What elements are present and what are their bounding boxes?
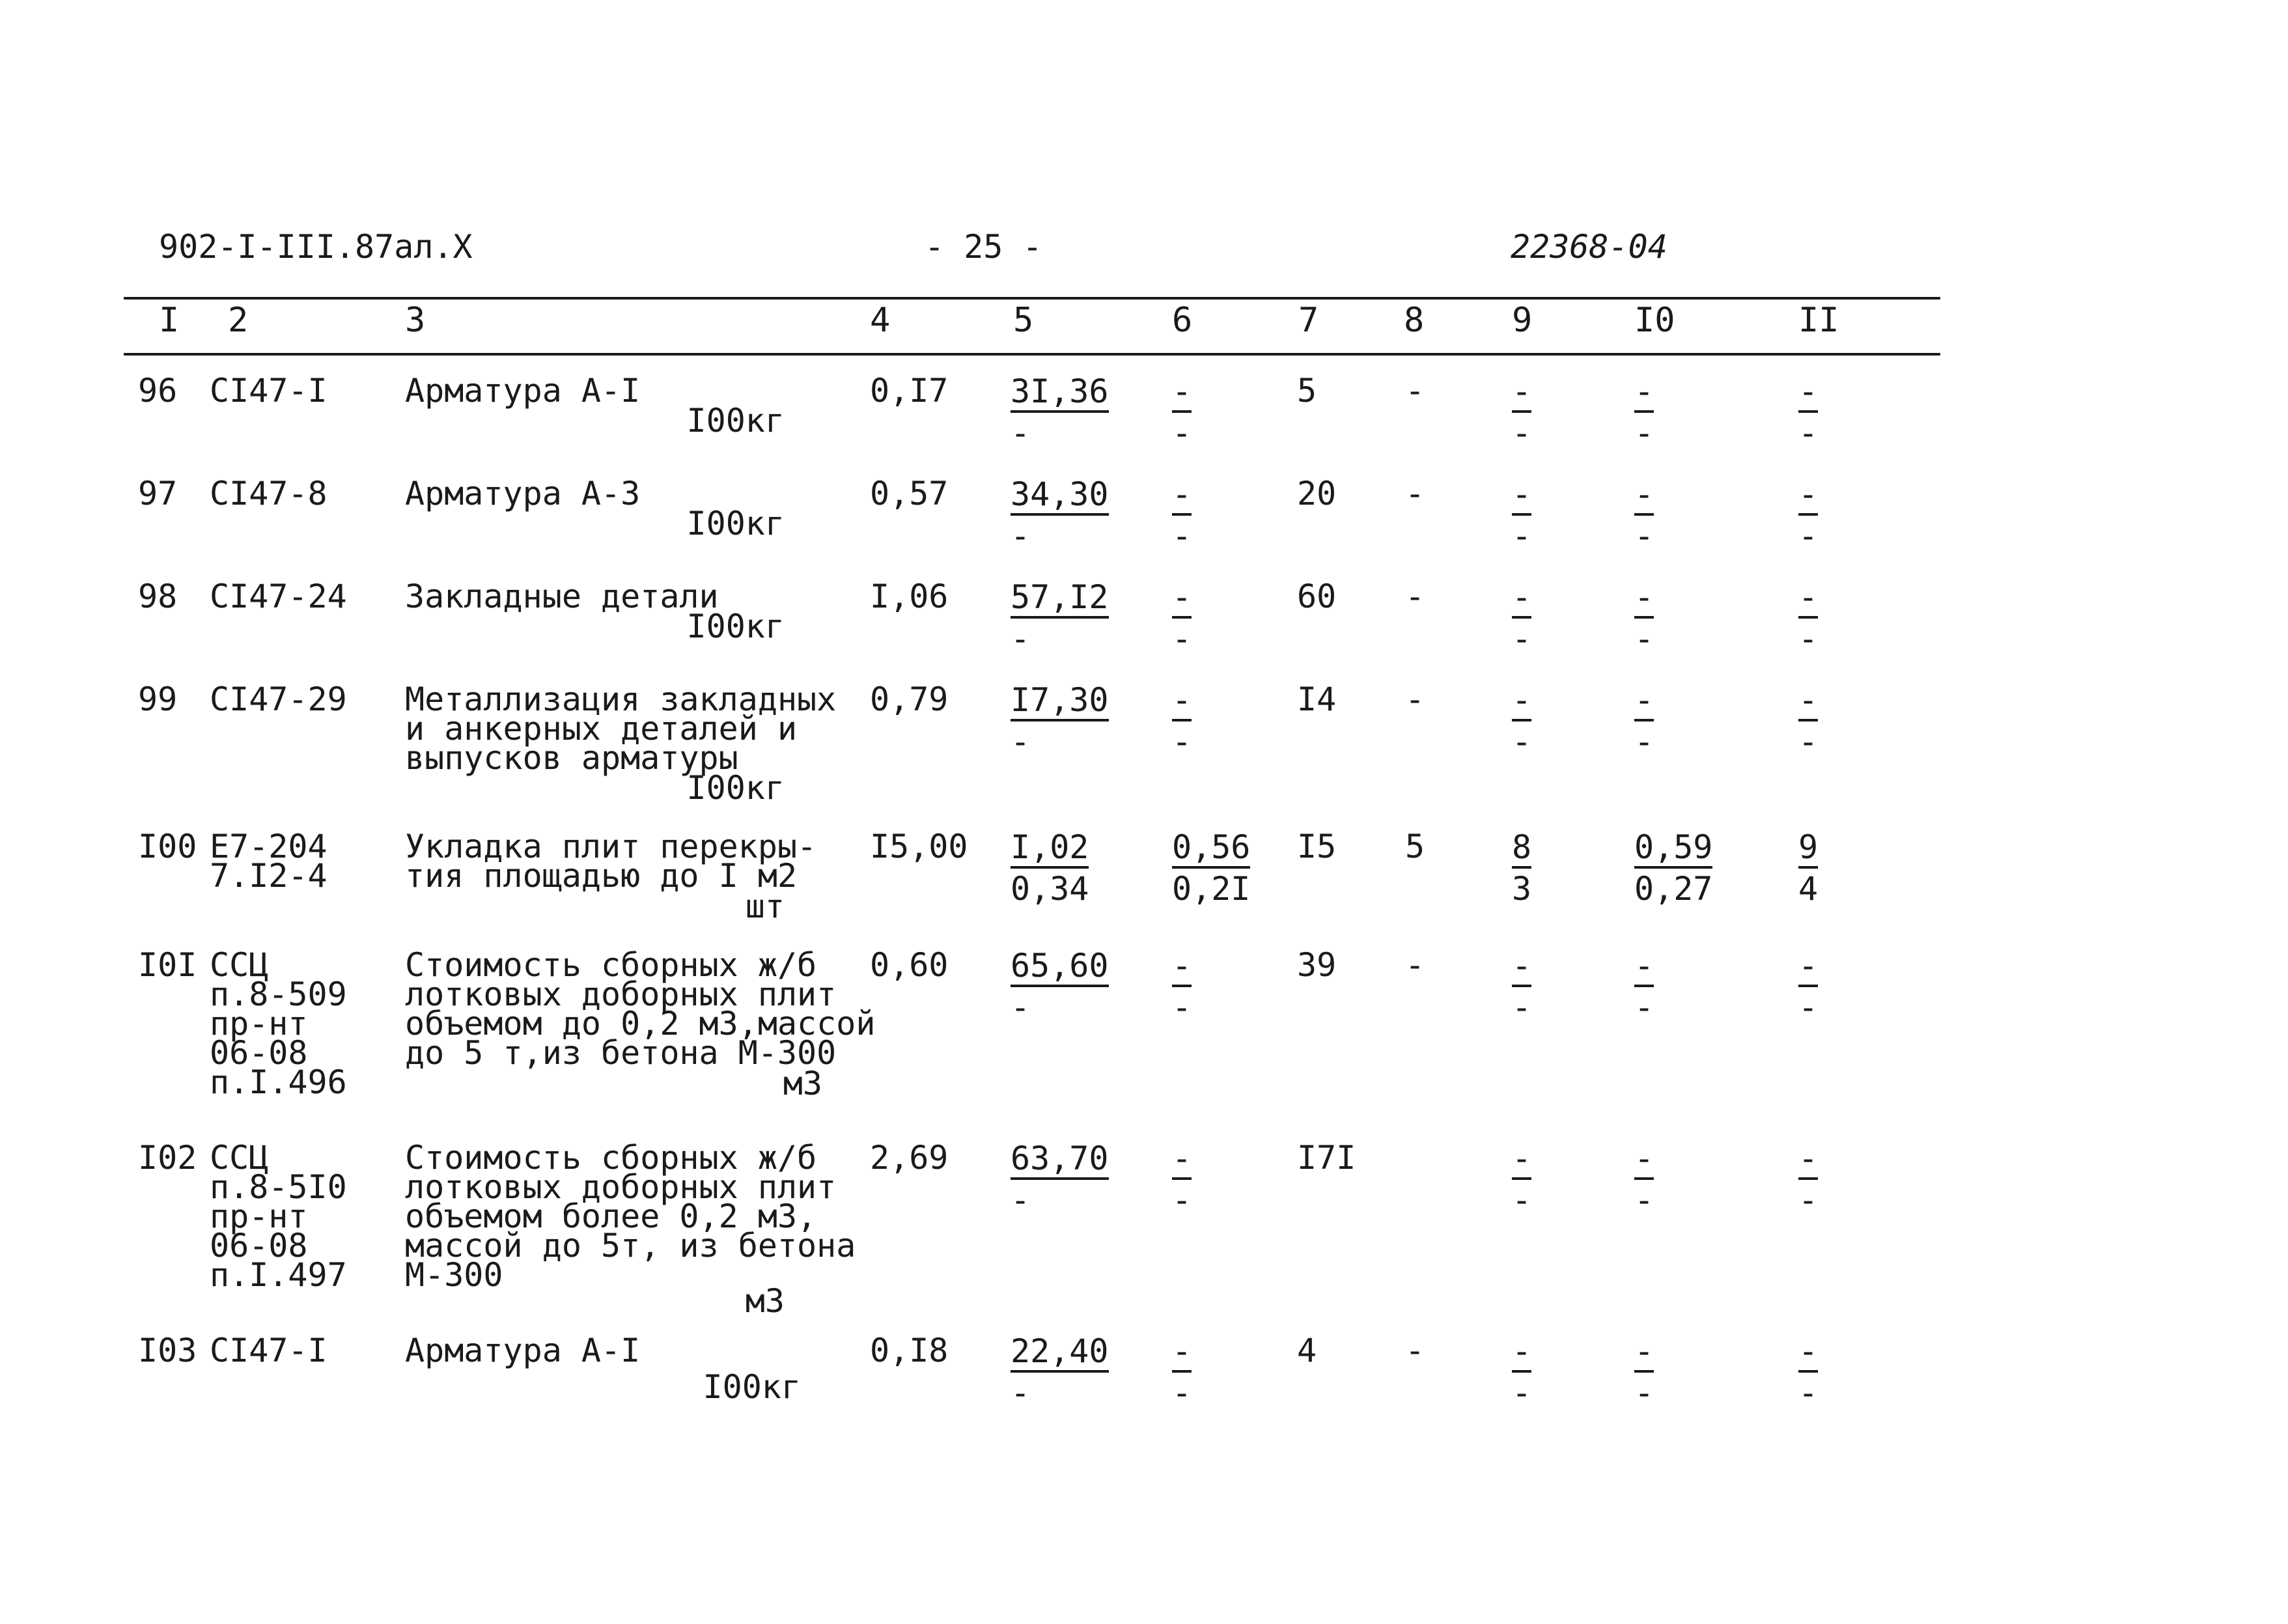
machine-total xyxy=(1512,947,1642,1026)
machine-total-numerator: - xyxy=(1512,1143,1531,1180)
machine-total-numerator: - xyxy=(1512,376,1531,413)
machine-cost-numerator: - xyxy=(1172,951,1192,987)
table-header-rule xyxy=(124,353,1940,356)
unit-cost-numerator: 22,40 xyxy=(1011,1336,1109,1373)
quantity: 0,57 xyxy=(870,475,949,512)
quantity: 0,I8 xyxy=(870,1332,949,1369)
labor-unit-numerator: 0,59 xyxy=(1634,832,1712,869)
machine-total-numerator: - xyxy=(1512,479,1531,516)
machine-cost-denominator: - xyxy=(1172,1181,1192,1219)
total-cost: I4 xyxy=(1297,680,1337,718)
unit-cost xyxy=(1011,475,1141,555)
unit-cost xyxy=(1011,681,1141,761)
machine-total-denominator: - xyxy=(1512,1181,1532,1219)
machine-cost xyxy=(1172,1332,1302,1412)
total-cost: 20 xyxy=(1297,475,1337,512)
machine-total-denominator: 3 xyxy=(1512,870,1532,908)
labor-unit-numerator: - xyxy=(1634,1143,1654,1180)
labor-total-numerator: - xyxy=(1798,479,1818,516)
labor-total xyxy=(1798,372,1929,452)
rate-code: ССЦ п.8-5I0 пр-нт 06-08 п.I.497 xyxy=(210,1139,347,1294)
labor-total xyxy=(1798,578,1929,658)
unit-cost-denominator: - xyxy=(1011,1374,1031,1412)
unit-cost xyxy=(1011,828,1141,908)
rate-code: E7-204 7.I2-4 xyxy=(210,828,328,895)
quantity: I5,00 xyxy=(870,828,968,865)
machine-cost-numerator: - xyxy=(1172,479,1192,516)
labor-total-numerator: - xyxy=(1798,582,1818,619)
unit-cost-numerator: I7,30 xyxy=(1011,685,1109,721)
machine-total-numerator: - xyxy=(1512,685,1531,721)
total-cost: 60 xyxy=(1297,578,1337,615)
doc-code: 902-I-III.87ал.X xyxy=(159,228,473,266)
machine-total xyxy=(1512,681,1642,761)
work-description: Арматура А-I xyxy=(405,1332,641,1369)
wage-total: - xyxy=(1405,946,1425,984)
machine-total-numerator: 8 xyxy=(1512,832,1531,869)
labor-total-denominator: 4 xyxy=(1798,870,1819,908)
labor-total xyxy=(1798,1332,1929,1412)
labor-total-denominator: - xyxy=(1798,988,1819,1026)
machine-total-numerator: - xyxy=(1512,1336,1531,1373)
rate-code: CI47-I xyxy=(210,1332,328,1369)
machine-cost xyxy=(1172,578,1302,658)
work-description: Арматура А-3 xyxy=(405,475,641,512)
machine-cost xyxy=(1172,947,1302,1026)
quantity: 0,60 xyxy=(870,946,949,984)
labor-unit xyxy=(1634,1332,1765,1412)
unit-of-measure: I00кг xyxy=(686,608,785,645)
wage-total: - xyxy=(1405,578,1425,615)
machine-total-denominator: - xyxy=(1512,1374,1532,1412)
page-number: - 25 - xyxy=(925,228,1042,266)
machine-total-numerator: - xyxy=(1512,951,1531,987)
labor-unit-numerator: - xyxy=(1634,685,1654,721)
labor-unit-denominator: - xyxy=(1634,414,1654,452)
work-description: Металлизация закладных и анкерных деталей и выпусков арматуры xyxy=(405,680,837,777)
unit-of-measure: м3 xyxy=(745,1282,785,1320)
unit-of-measure: шт xyxy=(745,888,785,925)
labor-total-denominator: - xyxy=(1798,1181,1819,1219)
machine-cost-denominator: 0,2I xyxy=(1172,870,1251,908)
labor-total xyxy=(1798,1140,1929,1219)
column-header-4: 4 xyxy=(870,301,891,340)
unit-cost-numerator: 3I,36 xyxy=(1011,376,1109,413)
labor-unit xyxy=(1634,578,1765,658)
rate-code: ССЦ п.8-509 пр-нт 06-08 п.I.496 xyxy=(210,946,347,1101)
machine-total-denominator: - xyxy=(1512,414,1532,452)
column-header-2: 2 xyxy=(228,301,249,340)
unit-cost-denominator: - xyxy=(1011,517,1031,555)
labor-total-numerator: - xyxy=(1798,1336,1818,1373)
row-number: I02 xyxy=(138,1139,197,1177)
row-number: 99 xyxy=(138,680,178,718)
column-header-7: 7 xyxy=(1298,301,1319,340)
column-header-10: I0 xyxy=(1634,301,1675,340)
labor-unit-numerator: - xyxy=(1634,951,1654,987)
machine-total xyxy=(1512,828,1642,908)
labor-unit-denominator: - xyxy=(1634,1374,1654,1412)
unit-of-measure: I00кг xyxy=(686,505,785,542)
unit-cost xyxy=(1011,947,1141,1026)
labor-total xyxy=(1798,475,1929,555)
labor-total-denominator: - xyxy=(1798,517,1819,555)
unit-of-measure: I00кг xyxy=(686,402,785,440)
labor-total-numerator: - xyxy=(1798,951,1818,987)
work-description: Закладные детали xyxy=(405,578,719,615)
labor-total xyxy=(1798,681,1929,761)
row-number: 97 xyxy=(138,475,178,512)
machine-total xyxy=(1512,475,1642,555)
wage-total: - xyxy=(1405,475,1425,512)
row-number: I00 xyxy=(138,828,197,865)
machine-total xyxy=(1512,1332,1642,1412)
unit-of-measure: I00кг xyxy=(703,1368,801,1406)
total-cost: I5 xyxy=(1297,828,1337,865)
column-header-3: 3 xyxy=(405,301,426,340)
machine-total-denominator: - xyxy=(1512,988,1532,1026)
machine-total-denominator: - xyxy=(1512,517,1532,555)
labor-unit xyxy=(1634,828,1765,908)
machine-cost-numerator: - xyxy=(1172,1336,1192,1373)
labor-unit xyxy=(1634,475,1765,555)
unit-cost-numerator: 63,70 xyxy=(1011,1143,1109,1180)
table-top-rule xyxy=(124,297,1940,300)
unit-cost-denominator: - xyxy=(1011,414,1031,452)
labor-unit xyxy=(1634,372,1765,452)
rate-code: CI47-8 xyxy=(210,475,328,512)
unit-cost-numerator: I,02 xyxy=(1011,832,1089,869)
unit-cost-denominator: - xyxy=(1011,988,1031,1026)
machine-cost-denominator: - xyxy=(1172,517,1192,555)
total-cost: 39 xyxy=(1297,946,1337,984)
labor-unit xyxy=(1634,947,1765,1026)
labor-unit xyxy=(1634,1140,1765,1219)
unit-cost-denominator: - xyxy=(1011,723,1031,761)
total-cost: 4 xyxy=(1297,1332,1317,1369)
labor-unit-denominator: - xyxy=(1634,1181,1654,1219)
wage-total: 5 xyxy=(1405,828,1425,865)
machine-cost-numerator: - xyxy=(1172,1143,1192,1180)
rate-code: CI47-24 xyxy=(210,578,347,615)
unit-cost-numerator: 65,60 xyxy=(1011,951,1109,987)
labor-unit-denominator: - xyxy=(1634,517,1654,555)
column-header-6: 6 xyxy=(1172,301,1193,340)
machine-cost xyxy=(1172,372,1302,452)
unit-cost xyxy=(1011,1140,1141,1219)
column-header-11: II xyxy=(1798,301,1839,340)
work-description: Укладка плит перекры- тия площадью до I м2 xyxy=(405,828,817,895)
unit-cost xyxy=(1011,1332,1141,1412)
column-header-5: 5 xyxy=(1013,301,1034,340)
machine-cost-numerator: - xyxy=(1172,685,1192,721)
unit-cost-numerator: 57,I2 xyxy=(1011,582,1109,619)
unit-cost-denominator: 0,34 xyxy=(1011,870,1089,908)
labor-total-denominator: - xyxy=(1798,1374,1819,1412)
machine-cost xyxy=(1172,828,1302,908)
unit-of-measure: I00кг xyxy=(686,769,785,807)
labor-total xyxy=(1798,947,1929,1026)
work-description: Арматура А-I xyxy=(405,372,641,410)
unit-cost-numerator: 34,30 xyxy=(1011,479,1109,516)
machine-cost-denominator: - xyxy=(1172,1374,1192,1412)
machine-cost xyxy=(1172,1140,1302,1219)
quantity: 0,79 xyxy=(870,680,949,718)
machine-total xyxy=(1512,1140,1642,1219)
row-number: 96 xyxy=(138,372,178,410)
labor-total-numerator: - xyxy=(1798,685,1818,721)
machine-cost-numerator: 0,56 xyxy=(1172,832,1250,869)
row-number: 98 xyxy=(138,578,178,615)
labor-unit-numerator: - xyxy=(1634,582,1654,619)
machine-cost-denominator: - xyxy=(1172,988,1192,1026)
quantity: I,06 xyxy=(870,578,949,615)
unit-cost xyxy=(1011,372,1141,452)
machine-cost-numerator: - xyxy=(1172,582,1192,619)
machine-cost-denominator: - xyxy=(1172,723,1192,761)
machine-total xyxy=(1512,578,1642,658)
row-number: I0I xyxy=(138,946,197,984)
unit-of-measure: м3 xyxy=(783,1065,822,1102)
machine-cost xyxy=(1172,475,1302,555)
total-cost: I7I xyxy=(1297,1139,1356,1177)
labor-unit-numerator: - xyxy=(1634,376,1654,413)
rate-code: CI47-I xyxy=(210,372,328,410)
column-header-9: 9 xyxy=(1512,301,1533,340)
unit-cost xyxy=(1011,578,1141,658)
machine-total-numerator: - xyxy=(1512,582,1531,619)
labor-total xyxy=(1798,828,1929,908)
wage-total: - xyxy=(1405,1332,1425,1369)
wage-total: - xyxy=(1405,372,1425,410)
column-header-8: 8 xyxy=(1404,301,1425,340)
labor-total-numerator: - xyxy=(1798,1143,1818,1180)
labor-unit-denominator: 0,27 xyxy=(1634,870,1713,908)
labor-unit xyxy=(1634,681,1765,761)
machine-cost xyxy=(1172,681,1302,761)
machine-cost-denominator: - xyxy=(1172,620,1192,658)
labor-total-denominator: - xyxy=(1798,723,1819,761)
labor-unit-denominator: - xyxy=(1634,723,1654,761)
labor-unit-numerator: - xyxy=(1634,1336,1654,1373)
machine-cost-denominator: - xyxy=(1172,414,1192,452)
machine-total-denominator: - xyxy=(1512,620,1532,658)
labor-total-denominator: - xyxy=(1798,620,1819,658)
labor-unit-denominator: - xyxy=(1634,620,1654,658)
labor-unit-denominator: - xyxy=(1634,988,1654,1026)
machine-cost-numerator: - xyxy=(1172,376,1192,413)
unit-cost-denominator: - xyxy=(1011,1181,1031,1219)
labor-unit-numerator: - xyxy=(1634,479,1654,516)
quantity: 2,69 xyxy=(870,1139,949,1177)
work-description: Стоимость сборных ж/б лотковых доборных плит объемом до 0,2 м3,массой до 5 т,из бетона М-300 xyxy=(405,946,876,1072)
labor-total-numerator: 9 xyxy=(1798,832,1818,869)
quantity: 0,I7 xyxy=(870,372,949,410)
total-cost: 5 xyxy=(1297,372,1317,410)
machine-total xyxy=(1512,372,1642,452)
work-description: Стоимость сборных ж/б лотковых доборных плит объемом более 0,2 м3, массой до 5т, из бетона М-300 xyxy=(405,1139,856,1294)
rate-code: CI47-29 xyxy=(210,680,347,718)
inventory-number: 22368-04 xyxy=(1511,228,1667,266)
wage-total: - xyxy=(1405,680,1425,718)
machine-total-denominator: - xyxy=(1512,723,1532,761)
row-number: I03 xyxy=(138,1332,197,1369)
column-header-1: I xyxy=(159,301,180,340)
labor-total-numerator: - xyxy=(1798,376,1818,413)
labor-total-denominator: - xyxy=(1798,414,1819,452)
unit-cost-denominator: - xyxy=(1011,620,1031,658)
